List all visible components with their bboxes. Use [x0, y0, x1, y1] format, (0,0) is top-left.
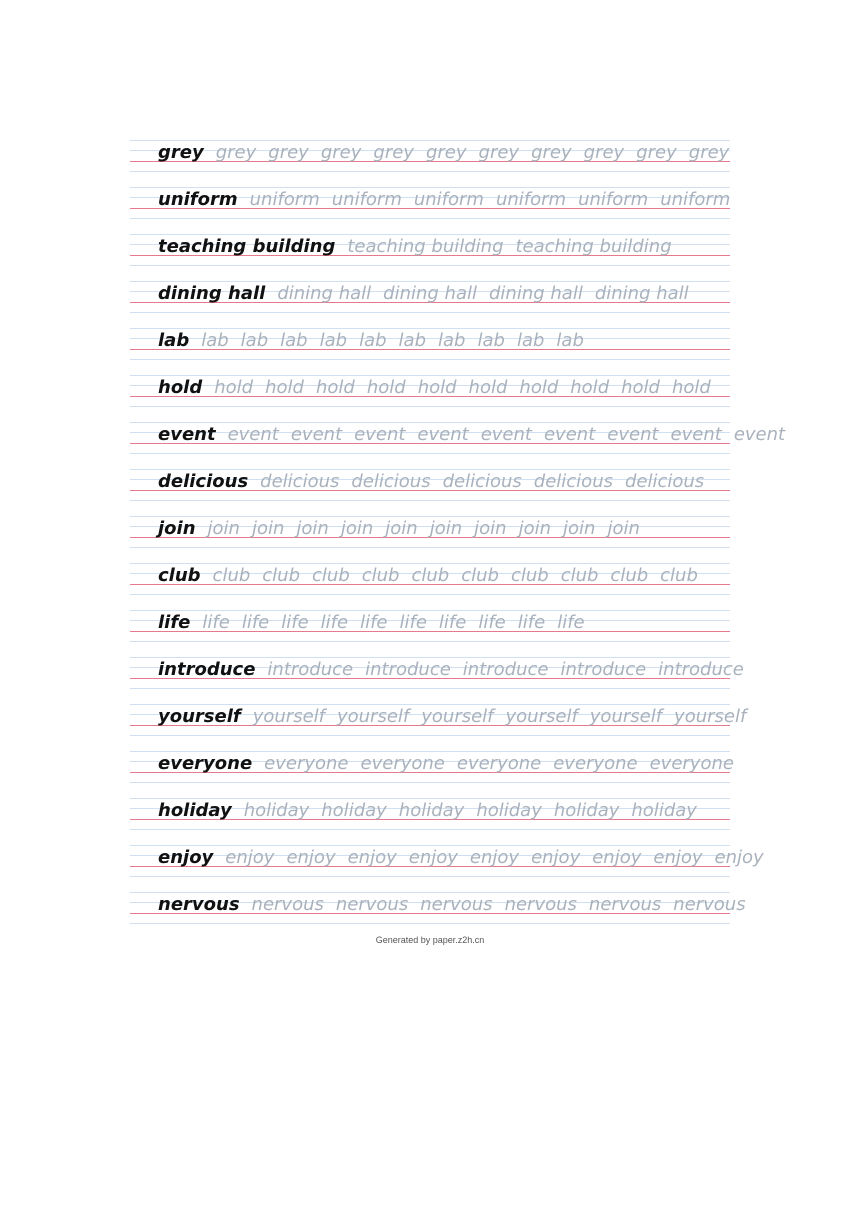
trace-word: enjoy	[408, 847, 458, 868]
model-word: delicious	[158, 471, 249, 492]
guide-rule	[130, 563, 730, 564]
trace-word: yourself	[336, 706, 410, 727]
guide-rule	[130, 359, 730, 360]
trace-word: join	[340, 518, 374, 539]
trace-word: dining hall	[489, 283, 583, 304]
model-word: join	[158, 518, 196, 539]
trace-word: grey	[688, 142, 730, 163]
trace-word: club	[660, 565, 698, 586]
trace-word: hold	[519, 377, 559, 398]
trace-word: grey	[215, 142, 257, 163]
trace-word: nervous	[251, 894, 324, 915]
trace-word: introduce	[560, 659, 647, 680]
practice-words	[158, 707, 746, 727]
trace-word: introduce	[462, 659, 549, 680]
footer-credit: Generated by paper.z2h.cn	[375, 935, 485, 945]
trace-word: delicious	[351, 471, 431, 492]
guide-rule	[130, 751, 730, 752]
trace-word: holiday	[321, 800, 387, 821]
trace-word: life	[202, 612, 230, 633]
practice-row	[130, 845, 764, 892]
trace-word: holiday	[398, 800, 465, 821]
guide-rule	[130, 594, 730, 595]
practice-words	[158, 190, 730, 210]
trace-word: delicious	[442, 471, 522, 492]
practice-row	[130, 469, 730, 516]
practice-row	[130, 798, 730, 845]
guide-rule	[130, 187, 730, 188]
guide-rule	[130, 923, 730, 924]
trace-word: lab	[359, 330, 387, 351]
guide-rule	[130, 422, 730, 423]
trace-word: join	[429, 518, 463, 539]
trace-word: grey	[320, 142, 362, 163]
trace-word: hold	[570, 377, 610, 398]
trace-word: delicious	[260, 471, 340, 492]
guide-rule	[130, 547, 730, 548]
practice-row	[130, 187, 730, 234]
trace-word: join	[474, 518, 507, 539]
trace-word: life	[320, 612, 349, 633]
practice-row	[130, 328, 730, 375]
guide-rule	[130, 453, 730, 454]
trace-word: everyone	[360, 753, 445, 774]
copybook-sheet	[130, 140, 786, 939]
trace-word: enjoy	[225, 847, 275, 868]
trace-word: nervous	[420, 894, 493, 915]
trace-word: uniform	[495, 189, 567, 210]
trace-word: event	[733, 424, 786, 445]
practice-words	[158, 237, 672, 257]
trace-word: life	[557, 612, 585, 633]
guide-rule	[130, 312, 730, 313]
trace-word: nervous	[335, 894, 409, 915]
trace-word: lab	[438, 330, 466, 351]
guide-rule	[130, 641, 730, 642]
trace-word: enjoy	[531, 847, 581, 868]
trace-word: introduce	[658, 659, 744, 680]
practice-row	[130, 516, 730, 563]
practice-row	[130, 563, 730, 610]
trace-word: holiday	[631, 800, 697, 821]
trace-word: introduce	[365, 659, 451, 680]
trace-word: nervous	[588, 894, 662, 915]
trace-word: enjoy	[714, 847, 764, 868]
trace-word: club	[610, 565, 649, 586]
practice-words	[158, 660, 744, 680]
practice-row	[130, 422, 786, 469]
trace-word: lab	[398, 330, 427, 351]
practice-words	[158, 613, 585, 633]
trace-word: nervous	[504, 894, 577, 915]
trace-word: holiday	[243, 800, 310, 821]
trace-word: holiday	[476, 800, 542, 821]
guide-rule	[130, 782, 730, 783]
trace-word: club	[510, 565, 549, 586]
model-word: everyone	[158, 753, 253, 774]
model-word: enjoy	[158, 847, 214, 868]
practice-row	[130, 892, 746, 939]
trace-word: enjoy	[286, 847, 336, 868]
trace-word: lab	[201, 330, 229, 351]
guide-rule	[130, 234, 730, 235]
guide-rule	[130, 610, 730, 611]
trace-word: lab	[280, 330, 308, 351]
practice-row	[130, 610, 730, 657]
guide-rule	[130, 265, 730, 266]
guide-rule	[130, 798, 730, 799]
trace-word: club	[560, 565, 599, 586]
practice-words	[158, 566, 698, 586]
trace-word: club	[312, 565, 350, 586]
practice-words	[158, 519, 640, 539]
trace-word: join	[251, 518, 285, 539]
trace-word: join	[518, 518, 552, 539]
trace-word: life	[360, 612, 388, 633]
trace-word: dining hall	[277, 283, 372, 304]
guide-rule	[130, 845, 730, 846]
practice-words	[158, 284, 689, 304]
practice-row	[130, 234, 730, 281]
trace-word: teaching building	[347, 236, 504, 257]
guide-rule	[130, 406, 730, 407]
trace-word: life	[399, 612, 427, 633]
trace-word: life	[517, 612, 546, 633]
trace-word: join	[207, 518, 240, 539]
guide-rule	[130, 171, 730, 172]
practice-words	[158, 848, 764, 868]
trace-word: nervous	[673, 894, 746, 915]
trace-word: grey	[478, 142, 520, 163]
trace-word: dining hall	[594, 283, 689, 304]
model-word: lab	[158, 330, 190, 351]
trace-word: grey	[268, 142, 309, 163]
trace-word: lab	[556, 330, 584, 351]
trace-word: join	[563, 518, 596, 539]
trace-word: club	[361, 565, 400, 586]
trace-word: everyone	[649, 753, 734, 774]
practice-words	[158, 331, 584, 351]
model-word: introduce	[158, 659, 256, 680]
model-word: club	[158, 565, 201, 586]
trace-word: life	[241, 612, 270, 633]
model-word: life	[158, 612, 191, 633]
trace-word: teaching building	[515, 236, 672, 257]
trace-word: enjoy	[469, 847, 520, 868]
trace-word: event	[227, 424, 279, 445]
model-word: dining hall	[158, 283, 266, 304]
trace-word: club	[411, 565, 450, 586]
trace-word: grey	[373, 142, 414, 163]
trace-word: join	[296, 518, 329, 539]
model-word: holiday	[158, 800, 232, 821]
trace-word: yourself	[589, 706, 663, 727]
trace-word: uniform	[413, 189, 484, 210]
trace-word: event	[670, 424, 722, 445]
trace-word: join	[385, 518, 418, 539]
guide-rule	[130, 516, 730, 517]
trace-word: hold	[265, 377, 304, 398]
guide-rule	[130, 704, 730, 705]
trace-word: uniform	[249, 189, 320, 210]
trace-word: life	[438, 612, 467, 633]
trace-word: event	[480, 424, 532, 445]
trace-word: grey	[425, 142, 467, 163]
trace-word: grey	[531, 142, 572, 163]
trace-word: hold	[671, 377, 711, 398]
trace-word: event	[543, 424, 596, 445]
trace-word: delicious	[533, 471, 613, 492]
model-word: grey	[158, 142, 204, 163]
guide-rule	[130, 218, 730, 219]
trace-word: club	[461, 565, 499, 586]
trace-word: yourself	[421, 706, 494, 727]
model-word: yourself	[158, 706, 241, 727]
trace-word: club	[262, 565, 301, 586]
trace-word: life	[281, 612, 309, 633]
trace-word: hold	[468, 377, 508, 398]
practice-row	[130, 281, 730, 328]
trace-word: everyone	[456, 753, 542, 774]
trace-word: grey	[636, 142, 677, 163]
trace-word: club	[212, 565, 251, 586]
trace-word: delicious	[624, 471, 705, 492]
trace-word: lab	[477, 330, 505, 351]
trace-word: enjoy	[653, 847, 703, 868]
trace-word: hold	[366, 377, 406, 398]
practice-words	[158, 754, 734, 774]
practice-row	[130, 375, 730, 422]
guide-rule	[130, 876, 730, 877]
guide-rule	[130, 892, 730, 893]
guide-rule	[130, 500, 730, 501]
trace-word: event	[290, 424, 343, 445]
guide-rule	[130, 688, 730, 689]
practice-words	[158, 801, 697, 821]
trace-word: hold	[417, 377, 457, 398]
trace-word: uniform	[578, 189, 649, 210]
trace-word: holiday	[553, 800, 620, 821]
trace-word: lab	[319, 330, 348, 351]
practice-row	[130, 140, 730, 187]
trace-word: everyone	[264, 753, 349, 774]
model-word: uniform	[158, 189, 238, 210]
guide-rule	[130, 375, 730, 376]
guide-rule	[130, 469, 730, 470]
trace-word: enjoy	[592, 847, 642, 868]
trace-word: hold	[315, 377, 355, 398]
trace-word: lab	[240, 330, 269, 351]
trace-word: hold	[214, 377, 254, 398]
trace-word: hold	[621, 377, 660, 398]
trace-word: life	[478, 612, 506, 633]
guide-rule	[130, 735, 730, 736]
trace-word: yourself	[505, 706, 578, 727]
trace-word: enjoy	[347, 847, 397, 868]
model-word: teaching building	[158, 236, 336, 257]
practice-words	[158, 895, 746, 915]
trace-word: uniform	[660, 189, 731, 210]
trace-word: grey	[583, 142, 625, 163]
trace-word: join	[607, 518, 640, 539]
practice-row	[130, 657, 744, 704]
trace-word: uniform	[331, 189, 402, 210]
model-word: hold	[158, 377, 203, 398]
practice-words	[158, 143, 729, 163]
practice-words	[158, 425, 785, 445]
trace-word: yourself	[674, 706, 747, 727]
trace-word: yourself	[252, 706, 325, 727]
trace-word: introduce	[267, 659, 354, 680]
practice-words	[158, 378, 711, 398]
trace-word: dining hall	[383, 283, 477, 304]
guide-rule	[130, 829, 730, 830]
practice-row	[130, 704, 747, 751]
model-word: nervous	[158, 894, 240, 915]
practice-words	[158, 472, 704, 492]
guide-rule	[130, 328, 730, 329]
trace-word: lab	[516, 330, 545, 351]
trace-word: everyone	[553, 753, 638, 774]
guide-rule	[130, 281, 730, 282]
trace-word: event	[607, 424, 659, 445]
trace-word: event	[354, 424, 406, 445]
practice-row	[130, 751, 734, 798]
trace-word: event	[417, 424, 469, 445]
model-word: event	[158, 424, 216, 445]
guide-rule	[130, 140, 730, 141]
guide-rule	[130, 657, 730, 658]
